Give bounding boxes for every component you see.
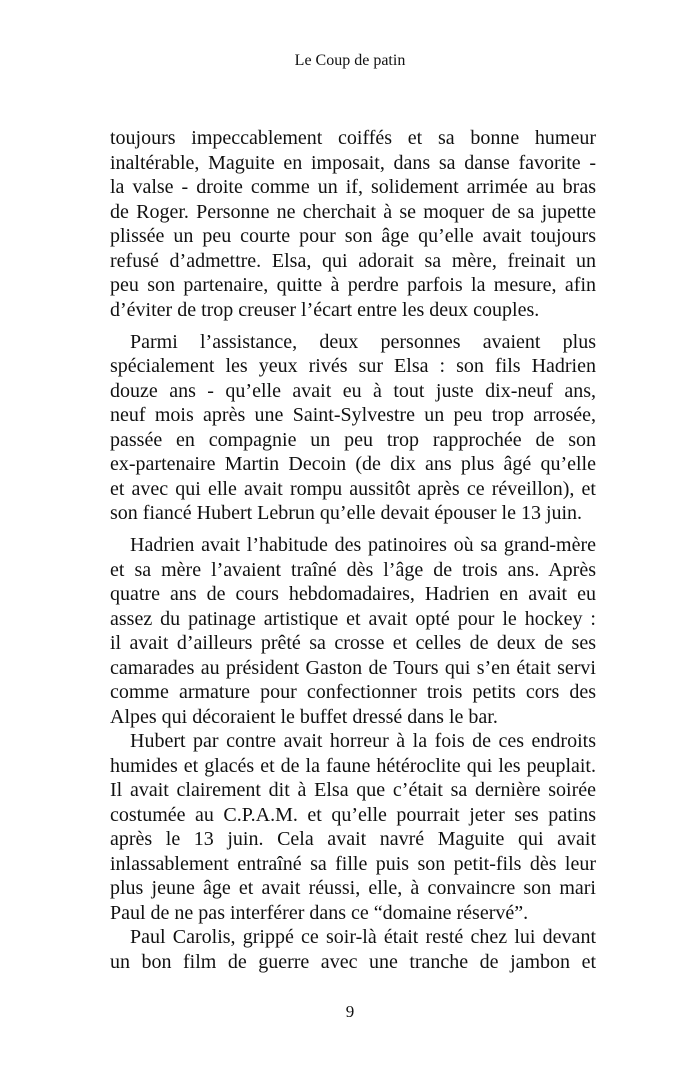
text-line: camarades au président Gaston de Tours qui s’en était servi (110, 656, 596, 679)
text-line: il avait d’ailleurs prêté sa crosse et celles de deux de ses (110, 632, 596, 654)
text-line: Parmi l’assistance, deux personnes avaient plus (130, 330, 596, 353)
paragraph (110, 925, 596, 974)
text-line: peu son partenaire, quitte à perdre parfois la mesure, afin (110, 274, 596, 296)
text-line: après le 13 juin. Cela avait navré Maguite qui avait (110, 828, 596, 850)
text-line: humides et glacés et de la faune hétéroclite qui les peuplait. (110, 754, 596, 777)
text-line: Hadrien avait l’habitude des patinoires où sa grand-mère (130, 534, 596, 556)
text-line: la valse - droite comme un if, solidement arrimée au bras (110, 176, 596, 198)
text-line: de Roger. Personne ne cherchait à se moquer de sa jupette (110, 200, 596, 223)
text-line: Alpes qui décoraient le buffet dressé dans le bar. (110, 705, 498, 728)
text-line: d’éviter de trop creuser l’écart entre les deux couples. (110, 298, 540, 321)
text-line: spécialement les yeux rivés sur Elsa : son fils Hadrien (110, 355, 596, 377)
text-line: Paul Carolis, grippé ce soir-là était resté chez lui devant (130, 926, 596, 948)
text-line: plissée un peu courte pour son âge qu’elle avait toujours (110, 225, 596, 247)
text-line: assez du patinage artistique et avait opté pour le hockey : (110, 607, 596, 630)
text-line: ex-partenaire Martin Decoin (de dix ans plus âgé qu’elle (110, 453, 596, 475)
text-line: refusé d’admettre. Elsa, qui adorait sa mère, freinait un (110, 249, 596, 272)
text-line: Hubert par contre avait horreur à la fois de ces endroits (130, 730, 596, 752)
text-line: son fiancé Hubert Lebrun qu’elle devait épouser le 13 juin. (110, 502, 583, 524)
text-line: toujours impeccablement coiffés et sa bonne humeur (110, 127, 596, 149)
body-text (110, 126, 596, 974)
text-line: quatre ans de cours hebdomadaires, Hadrien en avait eu (110, 583, 596, 605)
page-number: 9 (345, 1002, 355, 1021)
text-line: et sa mère l’avaient traîné dès l’âge de trois ans. Après (110, 558, 596, 581)
text-line: plus jeune âge et avait réussi, elle, à convaincre son mari (110, 877, 596, 899)
text-line: neuf mois après une Saint-Sylvestre un peu trop arrosée, (110, 404, 596, 426)
text-line: Il avait clairement dit à Elsa que c’était sa dernière soirée (110, 779, 596, 801)
text-line: inlassablement entraîné sa fille puis son petit-fils dès leur (110, 852, 596, 875)
text-line: comme armature pour confectionner trois petits cors des (110, 681, 596, 703)
text-line: passée en compagnie un peu trop rapprochée de son (110, 428, 596, 451)
running-header: Le Coup de patin (294, 52, 406, 69)
text-line: et avec qui elle avait rompu aussitôt après ce réveillon), et (110, 477, 596, 500)
paragraph (110, 533, 596, 729)
text-line: inaltérable, Maguite en imposait, dans sa danse favorite - (110, 151, 596, 174)
text-line: Paul de ne pas interférer dans ce “domaine réservé”. (110, 901, 529, 924)
paragraph (110, 330, 596, 526)
text-line: douze ans - qu’elle avait eu à tout juste dix-neuf ans, (110, 379, 596, 402)
paragraph (110, 126, 596, 322)
paragraph (110, 729, 596, 925)
text-line: costumée au C.P.A.M. et qu’elle pourrait jeter ses patins (110, 803, 596, 826)
text-line: un bon film de guerre avec une tranche de jambon et (110, 950, 596, 973)
